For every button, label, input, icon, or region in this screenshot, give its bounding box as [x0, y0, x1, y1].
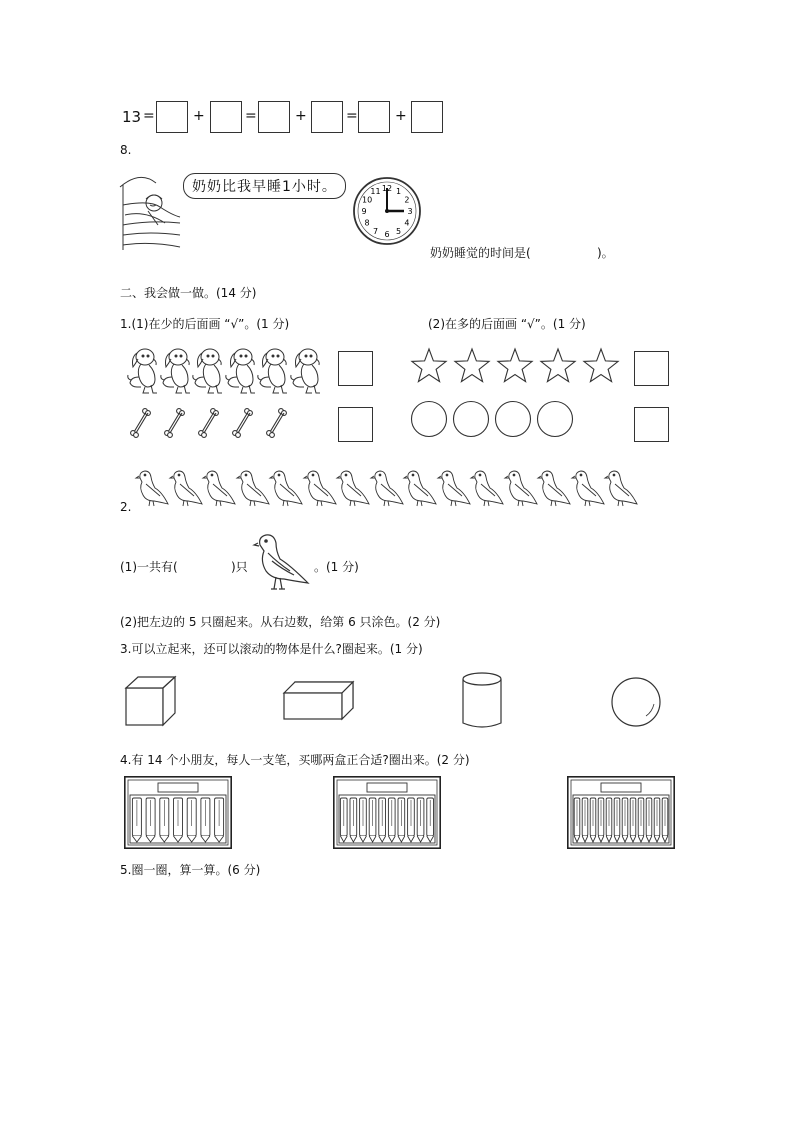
bone-icon: [264, 406, 290, 440]
pen: [201, 798, 210, 842]
pen-box[interactable]: [567, 776, 675, 849]
pen: [646, 798, 652, 842]
equation-lhs: 13: [122, 108, 142, 126]
q4-instruction: 4.有 14 个小朋友，每人一支笔，买哪两盒正合适?圈出来。(2 分): [120, 753, 470, 767]
star-icon: [539, 348, 577, 386]
pen: [174, 798, 183, 842]
circle-icon: [410, 400, 448, 438]
q8-answer-suffix: )。: [597, 246, 614, 260]
equals-sign: =: [346, 108, 358, 124]
pen: [360, 798, 367, 842]
pen: [187, 798, 196, 842]
pen: [662, 798, 668, 842]
clock-number: 10: [362, 195, 373, 205]
question-8-number: 8.: [120, 143, 132, 157]
bird-icon: [505, 470, 539, 508]
pen-box[interactable]: [333, 776, 441, 849]
clock-number: 9: [361, 207, 367, 216]
dog-icon: [225, 347, 257, 395]
bird-icon: [203, 470, 237, 508]
pen: [622, 798, 628, 842]
clock-number: 8: [364, 218, 370, 228]
bird-icon: [438, 470, 472, 508]
q1-right-instruction: (2)在多的后面画 “√”。(1 分): [428, 317, 586, 331]
circle-icon: [536, 400, 574, 438]
pen: [350, 798, 357, 842]
circle-icon: [494, 400, 532, 438]
bone-icon: [196, 406, 222, 440]
bone-icon: [128, 406, 154, 440]
q5-instruction: 5.圈一圈，算一算。(6 分): [120, 863, 261, 877]
check-box-stars[interactable]: [634, 351, 669, 386]
bird-icon: [404, 470, 438, 508]
clock-number: 6: [384, 230, 390, 239]
pen: [630, 798, 636, 842]
pen: [369, 798, 376, 842]
sleeping-child-illustration: [120, 165, 180, 255]
dog-icon: [160, 347, 192, 395]
sphere-icon[interactable]: [610, 676, 662, 728]
clock-number: 12: [381, 184, 393, 193]
clock-icon: [352, 176, 422, 246]
pen: [590, 798, 596, 842]
clock-number: 1: [395, 187, 402, 197]
pen: [582, 798, 588, 842]
pen: [638, 798, 644, 842]
pen: [388, 798, 395, 842]
bird-icon: [371, 470, 405, 508]
equals-sign: =: [143, 108, 155, 124]
dog-icon: [290, 347, 322, 395]
star-icon: [496, 348, 534, 386]
dog-icon: [257, 347, 289, 395]
pen-box[interactable]: [124, 776, 232, 849]
clock-number: 2: [404, 195, 410, 205]
bird-icon: [572, 470, 606, 508]
pen: [146, 798, 155, 842]
clock-number: 5: [395, 226, 402, 236]
pen: [606, 798, 612, 842]
bird-icon: [254, 533, 312, 593]
q1-left-instruction: 1.(1)在少的后面画 “√”。(1 分): [120, 317, 290, 331]
answer-box[interactable]: [358, 101, 390, 133]
answer-box[interactable]: [311, 101, 343, 133]
pen: [427, 798, 434, 842]
clock-number: 11: [370, 187, 381, 197]
bird-icon: [538, 470, 572, 508]
answer-box[interactable]: [156, 101, 188, 133]
bird-icon: [136, 470, 170, 508]
pen: [379, 798, 386, 842]
pen: [574, 798, 580, 842]
plus-sign: +: [295, 108, 307, 124]
q2-1-prefix: (1)一共有(: [120, 560, 178, 574]
pen: [654, 798, 660, 842]
speech-bubble: 奶奶比我早睡1小时。: [183, 173, 346, 199]
q8-answer-blank[interactable]: [548, 240, 596, 258]
pen: [408, 798, 415, 842]
cuboid-icon[interactable]: [283, 681, 355, 721]
answer-box[interactable]: [210, 101, 242, 133]
bird-icon: [471, 470, 505, 508]
bird-icon: [337, 470, 371, 508]
dog-icon: [192, 347, 224, 395]
bird-icon: [270, 470, 304, 508]
pen: [132, 798, 141, 842]
bird-icon: [605, 470, 639, 508]
clock-number: 3: [407, 207, 413, 216]
pen: [417, 798, 424, 842]
plus-sign: +: [193, 108, 205, 124]
q2-2-instruction: (2)把左边的 5 只圈起来。从右边数，给第 6 只涂色。(2 分): [120, 615, 441, 629]
pen: [598, 798, 604, 842]
star-icon: [410, 348, 448, 386]
dog-icon: [127, 347, 159, 395]
bone-icon: [230, 406, 256, 440]
pen: [160, 798, 169, 842]
question-2-number: 2.: [120, 500, 132, 514]
q2-1-answer-blank[interactable]: [182, 554, 230, 572]
bird-icon: [304, 470, 338, 508]
answer-box[interactable]: [258, 101, 290, 133]
star-icon: [582, 348, 620, 386]
bird-icon: [170, 470, 204, 508]
circle-icon: [452, 400, 490, 438]
clock-number: 4: [404, 218, 410, 228]
bird-icon: [237, 470, 271, 508]
q2-1-mid: )只: [231, 560, 248, 574]
pen: [614, 798, 620, 842]
pen: [215, 798, 224, 842]
q2-1-suffix: 。(1 分): [314, 560, 359, 574]
pen: [340, 798, 347, 842]
check-box-bones[interactable]: [338, 407, 373, 442]
q3-instruction: 3.可以立起来，还可以滚动的物体是什么?圈起来。(1 分): [120, 642, 423, 656]
q8-answer-prefix: 奶奶睡觉的时间是(: [430, 246, 531, 260]
equals-sign: =: [245, 108, 257, 124]
pen: [398, 798, 405, 842]
cube-icon[interactable]: [125, 676, 177, 726]
check-box-dogs[interactable]: [338, 351, 373, 386]
cylinder-icon[interactable]: [461, 671, 503, 731]
check-box-circles[interactable]: [634, 407, 669, 442]
section-2-heading: 二、我会做一做。(14 分): [120, 286, 257, 300]
star-icon: [453, 348, 491, 386]
answer-box[interactable]: [411, 101, 443, 133]
bone-icon: [162, 406, 188, 440]
plus-sign: +: [395, 108, 407, 124]
clock-number: 7: [372, 226, 379, 236]
